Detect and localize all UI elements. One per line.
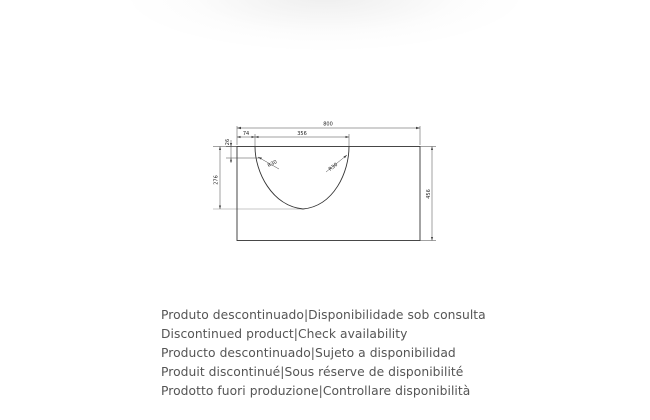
dim-overall-width <box>237 122 420 146</box>
dim-radius-left <box>258 157 279 169</box>
dim-radius-right <box>326 155 347 173</box>
dim-overall-width-label: 800 <box>323 121 333 128</box>
dim-radius-left-label: R30 <box>266 159 279 170</box>
dim-basin-depth-label: 276 <box>213 175 220 185</box>
notice-line-french: Produit discontinué|Sous réserve de disponibilité <box>161 365 464 379</box>
dim-basin-depth <box>213 147 303 210</box>
notice-line-spanish: Producto descontinuado|Sujeto a disponibilidad <box>161 346 456 360</box>
dim-overall-depth <box>420 147 436 241</box>
dim-overall-depth-label: 456 <box>426 189 432 199</box>
dim-top-offset-label: 26 <box>225 138 231 146</box>
dim-basin-width-label: 356 <box>297 131 307 137</box>
notice-line-italian: Prodotto fuori produzione|Controllare disponibilità <box>161 384 471 398</box>
dim-basin-width <box>237 131 349 146</box>
dim-radius-right-label: R30 <box>327 161 340 173</box>
dim-basin-offset-label: 74 <box>242 131 250 137</box>
availability-notice <box>161 306 486 401</box>
notice-line-portuguese: Produto descontinuado|Disponibilidade sob consulta <box>161 308 486 322</box>
basin-outline <box>255 147 349 210</box>
notice-line-english: Discontinued product|Check availability <box>161 327 408 341</box>
